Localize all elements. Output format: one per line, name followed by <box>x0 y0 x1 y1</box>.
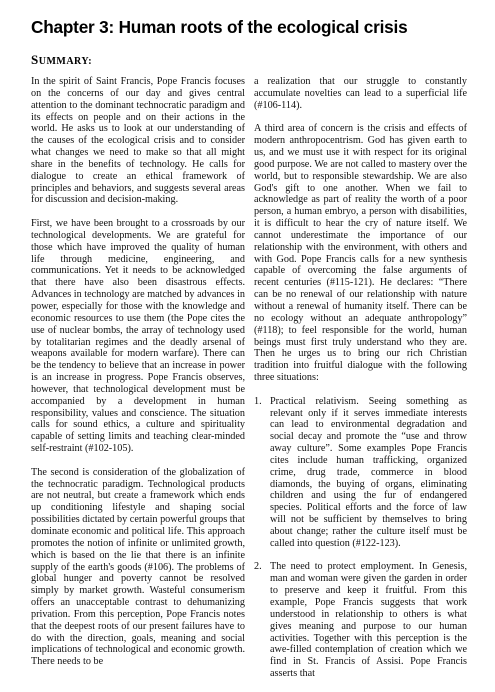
list-item-number: 1. <box>254 395 262 407</box>
chapter-title: Chapter 3: Human roots of the ecological crisis <box>31 17 408 37</box>
list-item <box>254 561 467 679</box>
list-item-number: 2. <box>254 561 262 573</box>
left-column <box>31 76 245 680</box>
list-item <box>254 396 467 550</box>
numbered-list <box>254 396 467 680</box>
list-item-text: Practical relativism. Seeing something as relevant only if it serves immediate interests can lead to environmental degradation and social decay and promote the “use and throw away culture”. Some examples Pope Francis cites include human trafficking, organized crime, drug trade, commerce in blood diamonds, the buying of organs, eliminating children and using the fur of endangered species. Political efforts and the force of law will not be sufficient by themselves to bring about change; rather the culture itself must be called into question (#122-123). <box>270 395 467 549</box>
paragraph: First, we have been brought to a crossroads by our technological developments. We are grateful for those which have improved the quality of human life through medicine, engineering, and communications. Yet it needs to be acknowledged that there have also been disastrous effects. Advances in technology are matched by advances in power, especially for those with the knowledge and economic resources to use them (the Pope cites the use of nuclear bombs, the array of technology used by totalitarian regimes and the deadly arsenal of weapons available for modern warfare). There can be the tendency to believe that an increase in power is an increase in progress. Pope Francis observes, however, that technological development must be accompanied by a development in human responsibility, values and conscience. The situation calls for sound ethics, a culture and spirituality capable of setting limits and teaching clear-minded self-restraint (#102-105). <box>31 218 245 455</box>
paragraph: In the spirit of Saint Francis, Pope Francis focuses on the concerns of our day and gives central attention to the dominant technocratic paradigm and its effects on people and on their actions in the world. He asks us to look at our understanding of the causes of the ecological crisis and to consider what changes we need to make so that all might share in the benefits of technology. He calls for dialogue to create an ethical framework of principles and behaviors, and suggests several areas for discussion and decision-making. <box>31 76 245 206</box>
section-heading-initial: S <box>31 52 39 67</box>
paragraph: A third area of concern is the crisis and effects of modern anthropocentrism. God has given earth to us, and we must use it with respect for its original good purpose. We are not called to mastery over the world, but to responsible stewardship. We are also God's gift to one another. When we fail to acknowledge as part of reality the worth of a poor person, a human embryo, a person with disabilities, it is difficult to hear the cry of nature itself. We cannot underestimate the importance of our relationship with the environment, with others and with God. Pope Francis calls for a new synthesis capable of overcoming the false arguments of recent centuries (#115-121). He declares: “There can be no renewal of our relationship with nature without a renewal of humanity itself. There can be no ecology without an adequate anthropology” (#118); to feel responsible for the world, human beings must first truly understand who they are. Then he urges us to bring our rich Christian tradition into fruitful dialogue with the following three situations: <box>254 123 467 384</box>
section-heading-rest: UMMARY: <box>38 56 93 67</box>
list-item-text: The need to protect employment. In Genesis, man and woman were given the garden in order to preserve and keep it fruitful. From this example, Pope Francis suggests that work understood in relationship to others is what gives meaning and purpose to our human activities. Together with this perception is the awe-filled contemplation of creation which we find in St. Francis of Assisi. Pope Francis asserts that <box>270 561 467 680</box>
section-heading <box>31 52 92 70</box>
paragraph: a realization that our struggle to constantly accumulate novelties can lead to a superficial life (#106-114). <box>254 76 467 111</box>
paragraph: The second is consideration of the globalization of the technocratic paradigm. Technological products are not neutral, but create a framework which ends up conditioning lifestyle and shaping social possibilities dictated by certain powerful groups that dominate economic and political life. This approach promotes the notion of infinite or unlimited growth, which is based on the lie that there is an infinite supply of the earth's goods (#106). The problems of global hunger and poverty cannot be resolved simply by market growth. Wasteful consumerism offers an unacceptable contrast to dehumanizing privation. From this perception, Pope Francis notes that the deepest roots of our present failures have to do with the direction, goals, meaning and social implications of technological and economic growth. There needs to be <box>31 466 245 668</box>
right-column <box>254 76 467 692</box>
